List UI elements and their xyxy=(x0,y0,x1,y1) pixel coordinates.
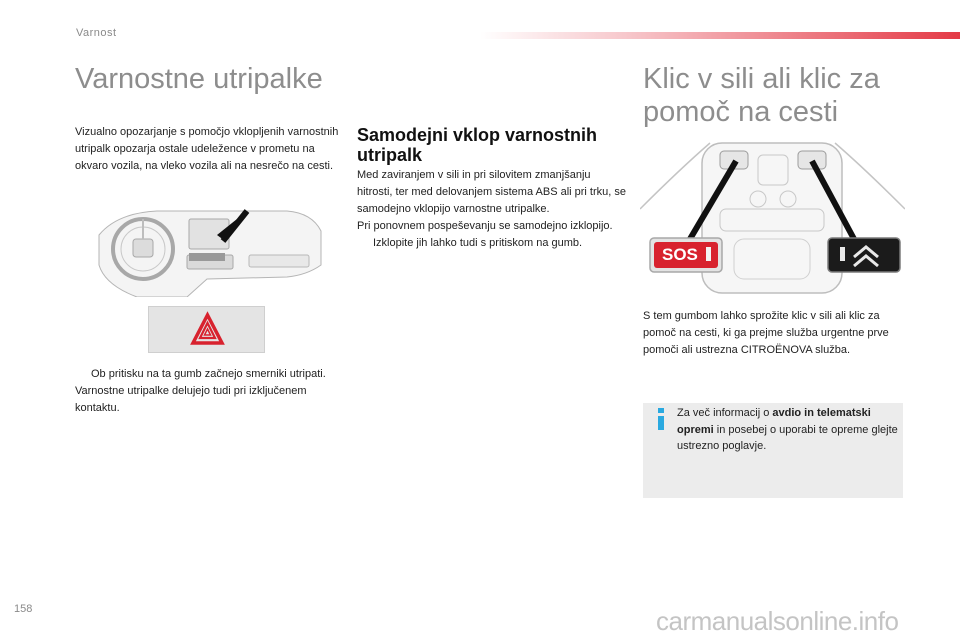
sos-label: SOS xyxy=(662,245,698,264)
info-prefix: Za več informacij o xyxy=(677,407,773,419)
ceiling-console-illustration xyxy=(640,139,905,302)
hazard-lights-title: Varnostne utripalke xyxy=(75,63,323,95)
emergency-call-title: Klic v sili ali klic za pomoč na cesti xyxy=(643,63,880,128)
bullet-marker xyxy=(75,366,91,383)
header-accent-bar xyxy=(480,32,960,39)
dashboard-illustration xyxy=(97,205,323,297)
hazard-switch-panel xyxy=(148,306,265,353)
watermark: carmanualsonline.info xyxy=(656,606,899,636)
hazard-lights-intro: Vizualno opozarjanje s pomočjo vklopljenih varnostnih utripalk opozarja ostale udeležence v prometu na okvaro vozila, na vleko vozila ali na nesrečo na cesti. xyxy=(75,126,339,172)
info-suffix: in posebej o uporabi te opreme glejte ustrezno poglavje. xyxy=(677,423,898,452)
hazard-lights-usage xyxy=(75,366,345,417)
page-number: 158 xyxy=(14,603,33,615)
automatic-deactivation-paragraph: Pri ponovnem pospeševanju se samodejno izklopijo. xyxy=(357,220,613,232)
automatic-activation-title: Samodejni vklop varnostnih utripalk xyxy=(357,125,598,165)
automatic-activation-paragraph: Med zaviranjem v sili in pri silovitem zmanjšanju hitrosti, ter med delovanjem sistema ABS ali pri trku, se samodejno vklopijo varnostne utripalke. xyxy=(357,169,626,215)
info-box xyxy=(643,403,903,498)
bullet-text: Izklopite jih lahko tudi s pritiskom na gumb. xyxy=(373,237,583,249)
bullet-item xyxy=(75,366,345,383)
info-icon xyxy=(654,408,668,430)
automatic-activation-text xyxy=(357,167,627,252)
bullet-marker xyxy=(357,235,373,252)
hazard-triangle-icon xyxy=(149,307,266,354)
hazard-lights-note: Varnostne utripalke delujejo tudi pri izključenem kontaktu. xyxy=(75,385,307,414)
assistance-chevrons-icon xyxy=(828,238,900,272)
emergency-call-text: S tem gumbom lahko sprožite klic v sili ali klic za pomoč na cesti, ki ga prejme služba urgentne prve pomoči ali ustrezna CITROËNOVA služba. xyxy=(643,310,889,356)
info-text xyxy=(677,405,899,455)
bullet-item xyxy=(357,235,627,252)
bullet-text: Ob pritisku na ta gumb začnejo smerniki utripati. xyxy=(91,368,326,380)
info-link-text: avdio in telematski opremi xyxy=(677,407,871,436)
section-label: Varnost xyxy=(76,27,117,39)
